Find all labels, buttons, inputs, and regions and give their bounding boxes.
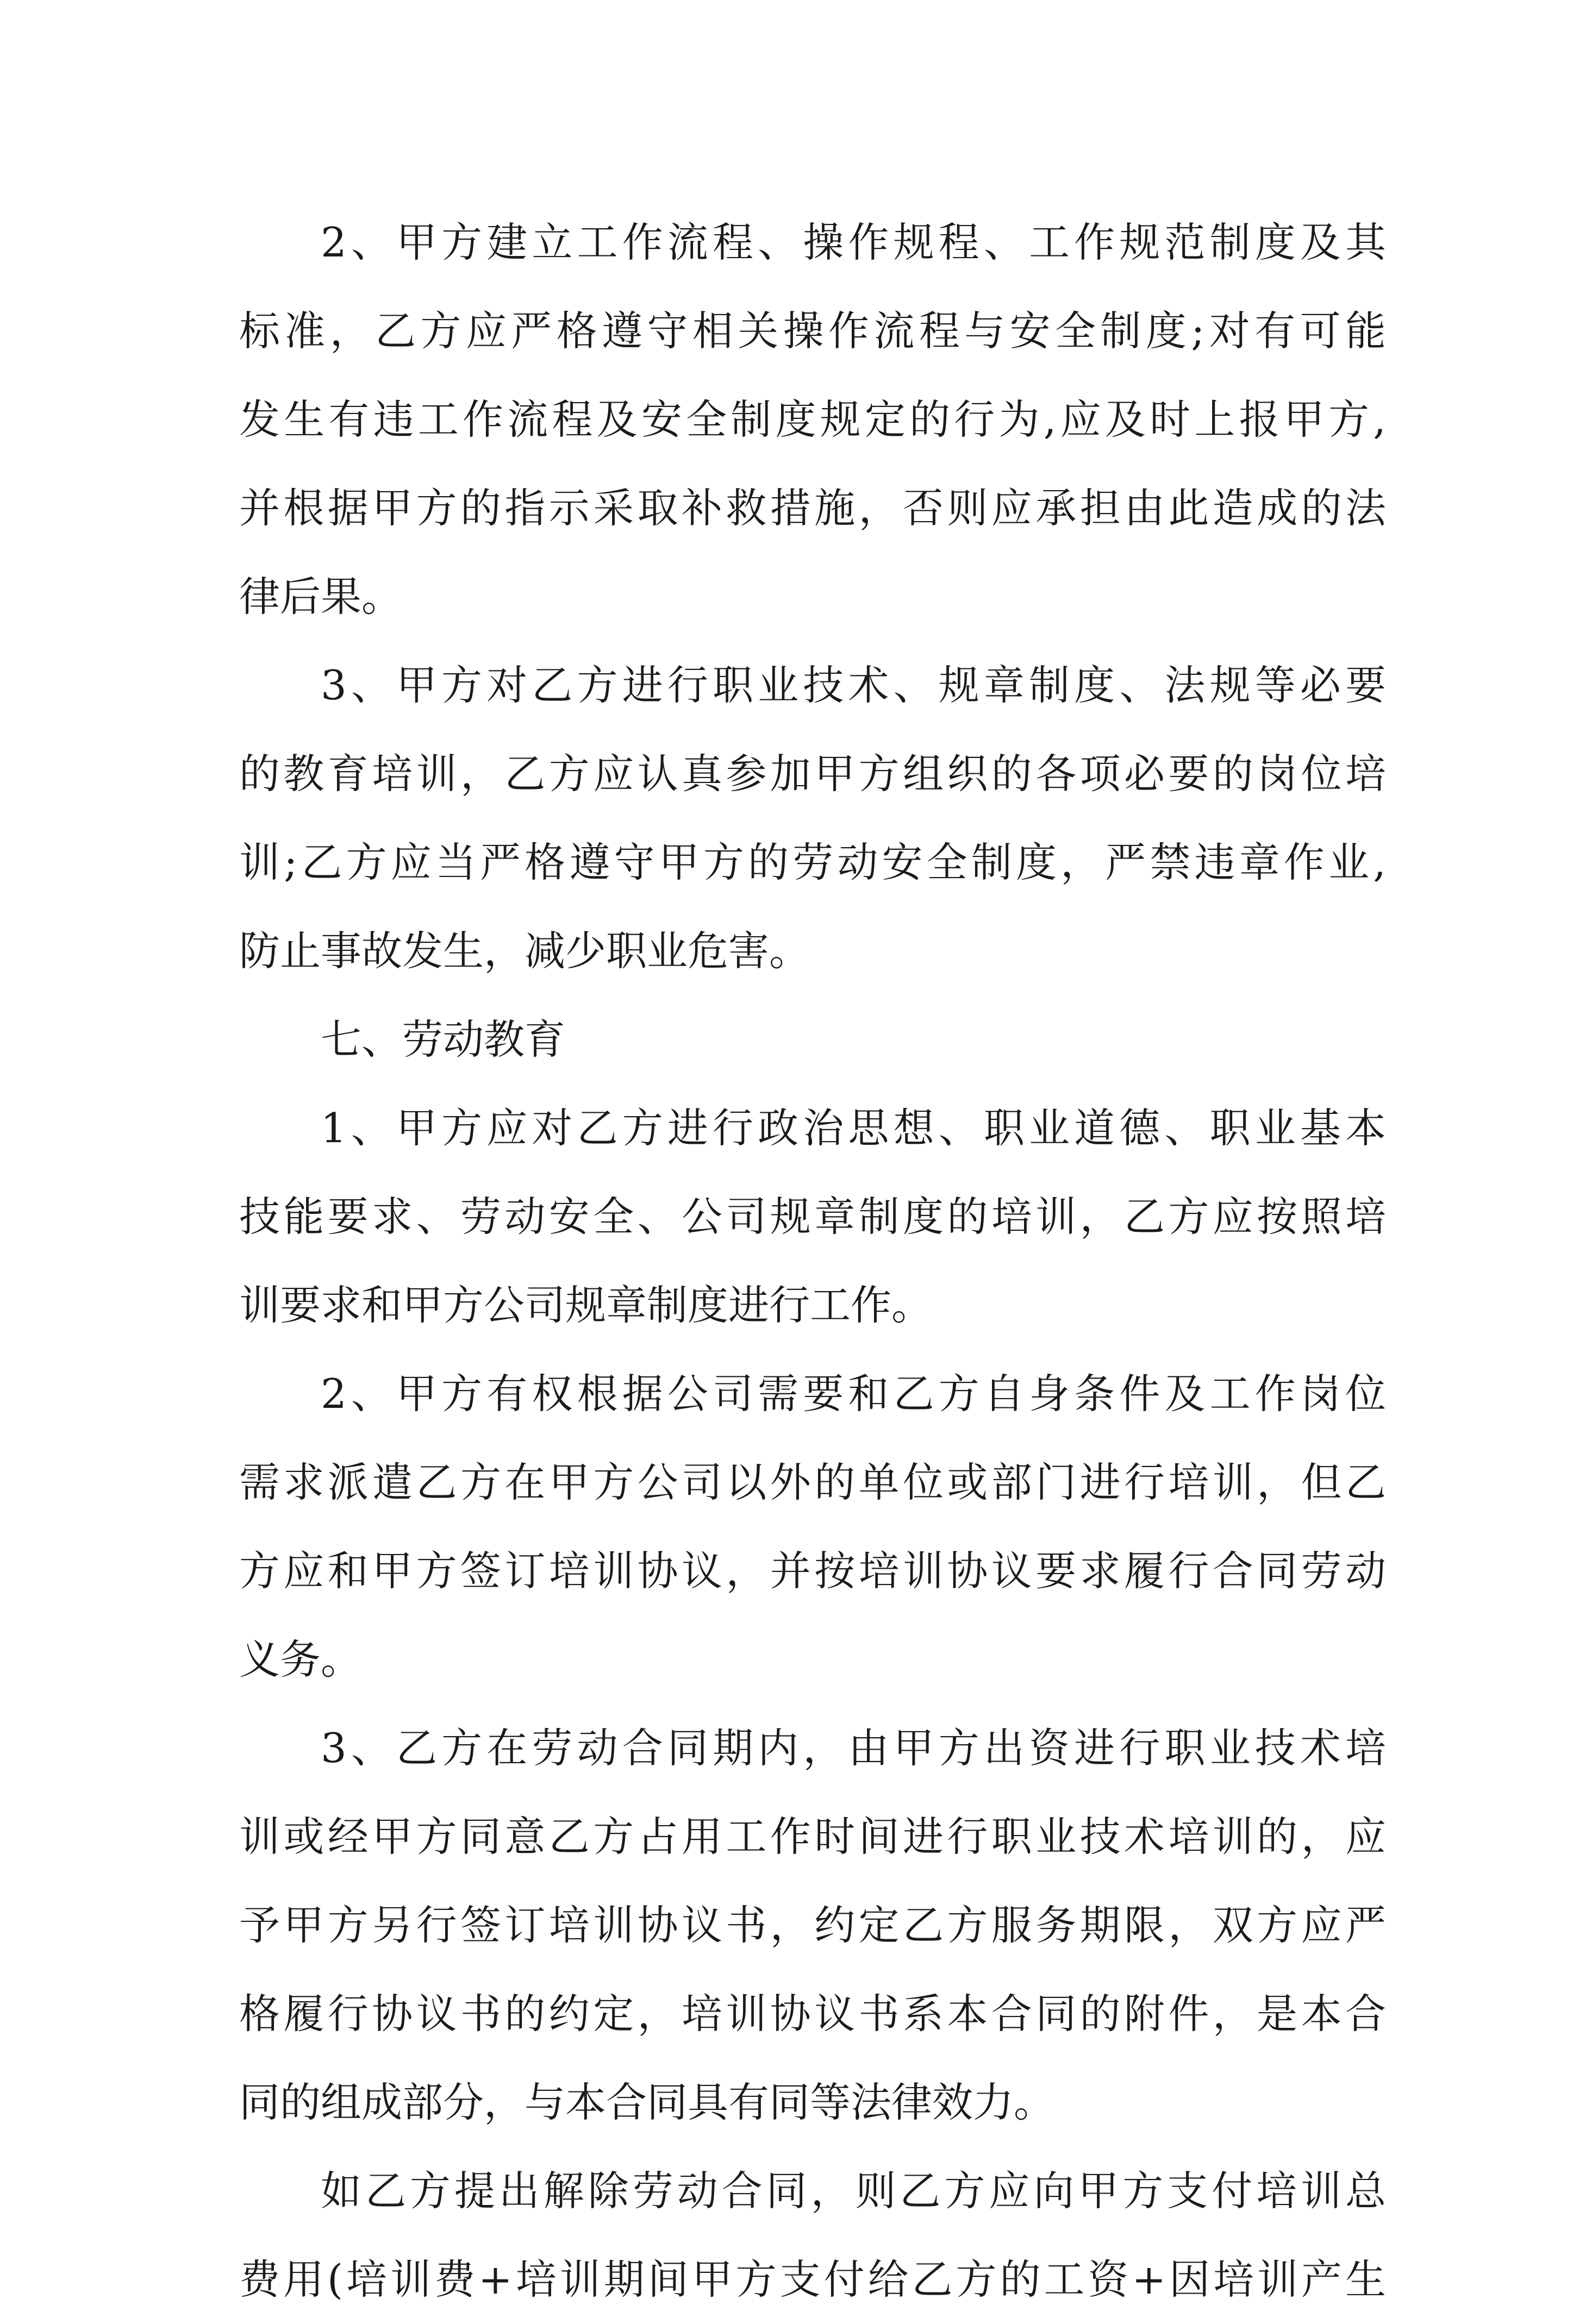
text-line: 标准，乙方应严格遵守相关操作流程与安全制度;对有可能 [239,307,1386,355]
document-page [239,198,1386,2324]
text-line: 予甲方另行签订培训协议书，约定乙方服务期限，双方应严 [239,1901,1386,1949]
text-line: 律后果。 [239,573,403,621]
text-line: 并根据甲方的指示采取补救措施，否则应承担由此造成的法 [239,484,1386,532]
paragraph-clause-6-3 [239,641,1386,995]
text-line: 需求派遣乙方在甲方公司以外的单位或部门进行培训，但乙 [239,1458,1386,1506]
text-line: 训;乙方应当严格遵守甲方的劳动安全制度，严禁违章作业, [239,838,1386,886]
paragraph-clause-7-3-continued [239,2147,1386,2324]
text-line: 如乙方提出解除劳动合同，则乙方应向甲方支付培训总 [321,2167,1386,2215]
text-line: 1、甲方应对乙方进行政治思想、职业道德、职业基本 [321,1104,1386,1152]
text-line: 发生有违工作流程及安全制度规定的行为,应及时上报甲方, [239,396,1386,443]
text-line: 训要求和甲方公司规章制度进行工作。 [239,1281,933,1329]
text-line: 义务。 [239,1636,362,1683]
section-heading [239,995,1386,1084]
paragraph-clause-7-3 [239,1704,1386,2147]
paragraph-clause-7-2 [239,1350,1386,1704]
text-line: 3、甲方对乙方进行职业技术、规章制度、法规等必要 [321,661,1386,709]
text-line: 防止事故发生，减少职业危害。 [239,927,810,975]
paragraph-clause-7-1 [239,1084,1386,1350]
text-line: 2、甲方有权根据公司需要和乙方自身条件及工作岗位 [321,1370,1386,1418]
paragraph-clause-6-2 [239,198,1386,641]
text-line: 费用(培训费+培训期间甲方支付给乙方的工资+因培训产生 [239,2256,1386,2303]
text-line: 训或经甲方同意乙方占用工作时间进行职业技术培训的，应 [239,1813,1386,1861]
text-line: 方应和甲方签订培训协议，并按培训协议要求履行合同劳动 [239,1547,1386,1595]
text-line: 的教育培训，乙方应认真参加甲方组织的各项必要的岗位培 [239,750,1386,798]
text-line: 3、乙方在劳动合同期内，由甲方出资进行职业技术培 [321,1724,1386,1772]
text-line: 同的组成部分，与本合同具有同等法律效力。 [239,2078,1055,2126]
section-title: 七、劳动教育 [321,1016,566,1063]
text-line: 技能要求、劳动安全、公司规章制度的培训，乙方应按照培 [239,1193,1386,1241]
text-line: 格履行协议书的约定，培训协议书系本合同的附件，是本合 [239,1990,1386,2038]
text-line: 2、甲方建立工作流程、操作规程、工作规范制度及其 [321,218,1386,266]
